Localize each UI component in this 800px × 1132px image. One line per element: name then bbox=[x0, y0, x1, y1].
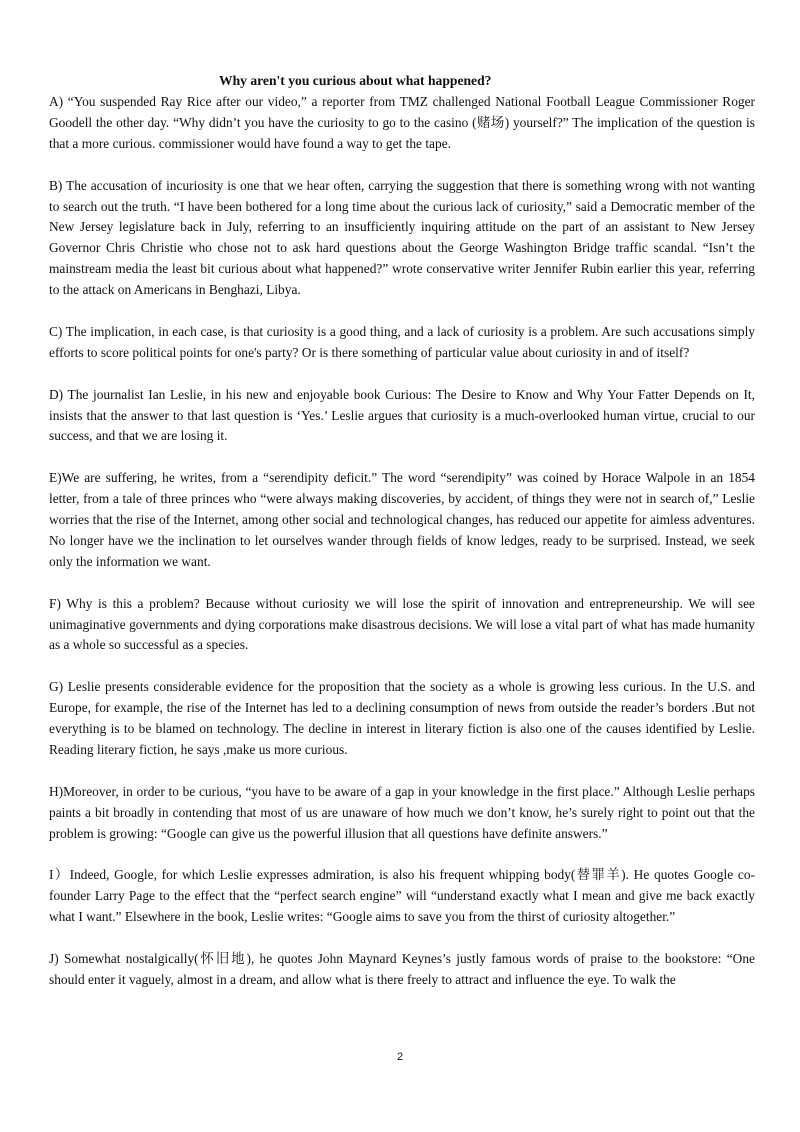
paragraph-e: E)We are suffering, he writes, from a “serendipity deficit.” The word “serendipity” was coined by Horace Walpole in an 1854 letter, from a tale of three princes who “were always making discoveries, by accident, of things they were not in search of,” Leslie worries that the rise of the Internet, among other social and technological changes, has reduced our appetite for aimless adventures. No longer have we the inclination to let ourselves wander through fields of know ledges, ready to be surprised. Instead, we seek only the information we want. bbox=[49, 470, 755, 569]
paragraph-i: I）Indeed, Google, for which Leslie expresses admiration, is also his frequent whipping body(替罪羊). He quotes Google co-founder Larry Page to the effect that the “perfect search engine” will “understand exactly what I mean and give me back exactly what I want.” Elsewhere in the book, Leslie writes: “Google aims to save you from the thirst of curiosity altogether.” bbox=[49, 867, 755, 925]
paragraph-b: B) The accusation of incuriosity is one that we hear often, carrying the suggestion that there is something wrong with not wanting to search out the truth. “I have been bothered for a long time about the curious lack of curiosity,” said a Democratic member of the New Jersey legislature back in July, referring to an insufficiently inquiring attitude on the part of an assistant to New Jersey Governor Chris Christie who chose not to ask hard questions about the George Washington Bridge traffic scandal. “Isn’t the mainstream media the least bit curious about what happened?” wrote conservative writer Jennifer Rubin earlier this year, referring to the attack on Americans in Benghazi, Libya. bbox=[49, 177, 755, 298]
paragraph-j: J) Somewhat nostalgically(怀旧地), he quotes John Maynard Keynes’s justly famous words of praise to the bookstore: “One should enter it vaguely, almost in a dream, and allow what is there freely to attract and influence the eye. To walk the bbox=[49, 951, 755, 987]
paragraph-h: H)Moreover, in order to be curious, “you have to be aware of a gap in your knowledge in the first place.” Although Leslie perhaps paints a bit broadly in contending that most of us are unaware of how much we don’t know, he’s surely right to point out that the problem is growing: “Google can give us the powerful illusion that all questions have definite answers.” bbox=[49, 783, 755, 841]
paragraph-g: G) Leslie presents considerable evidence for the proposition that the society as a whole is growing less curious. In the U.S. and Europe, for example, the rise of the Internet has led to a declining consumption of news from outside the reader’s borders .But not everything is to be blamed on technology. The decline in interest in literary fiction is also one of the causes identified by Leslie. Reading literary fiction, he says ,make us more curious. bbox=[49, 679, 755, 757]
paragraph-d: D) The journalist Ian Leslie, in his new and enjoyable book Curious: The Desire to Know and Why Your Fatter Depends on It, insists that the answer to that last question is ‘Yes.’ Leslie argues that curiosity is a much-overlooked human virtue, crucial to our success, and that we are losing it. bbox=[49, 386, 755, 444]
document-page bbox=[49, 72, 755, 991]
paragraph-f: F) Why is this a problem? Because without curiosity we will lose the spirit of innovation and entrepreneurship. We will see unimaginative governments and dying corporations make disastrous decisions. We will lose a vital part of what has made humanity as a whole so successful as a species. bbox=[49, 595, 755, 653]
paragraph-a: A) “You suspended Ray Rice after our video,” a reporter from TMZ challenged National Football League Commissioner Roger Goodell the other day. “Why didn’t you have the curiosity to go to the casino (赌场) yourself?” The implication of the question is that a more curious. commissioner would have found a way to get the tape. bbox=[49, 94, 755, 151]
paragraph-c: C) The implication, in each case, is that curiosity is a good thing, and a lack of curiosity is a problem. Are such accusations simply efforts to score political points for one's party? Or is there something of particular value about curiosity in and of itself? bbox=[49, 323, 755, 360]
document-title: Why aren't you curious about what happened? bbox=[219, 73, 492, 88]
page-number: 2 bbox=[396, 1051, 404, 1063]
